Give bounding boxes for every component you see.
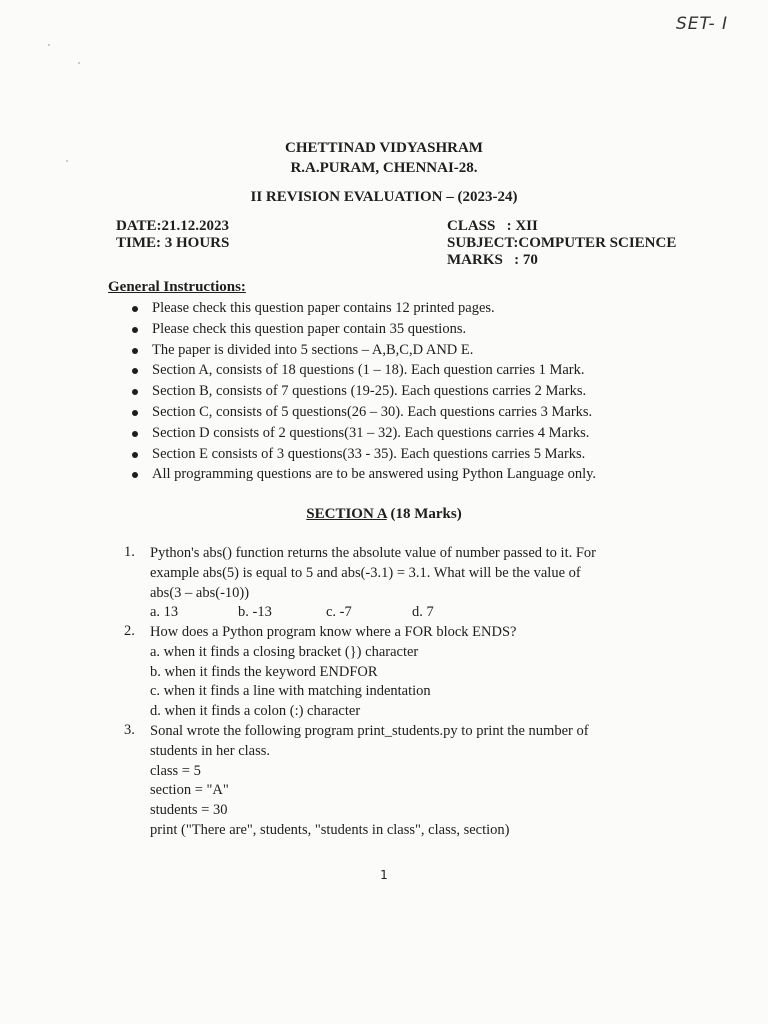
code-line: students = 30 <box>150 802 228 819</box>
option-a: a. 13 <box>150 604 179 621</box>
code-line: print ("There are", students, "students in class", class, section) <box>150 821 510 838</box>
question-number: 3. <box>124 722 135 738</box>
option-line: a. when it finds a closing bracket (}) character <box>150 643 419 660</box>
instruction-item: The paper is divided into 5 sections – A,B,C,D AND E. <box>130 340 596 361</box>
instruction-item: Please check this question paper contain 35 questions. <box>130 319 596 340</box>
section-heading <box>0 506 768 523</box>
option-c: c. -7 <box>326 604 352 621</box>
instruction-item: Section D consists of 2 questions(31 – 32). Each questions carries 4 Marks. <box>130 423 596 444</box>
question-1 <box>124 544 654 623</box>
instructions-list <box>130 298 596 485</box>
exam-marks: MARKS : 70 <box>447 252 538 268</box>
question-text-line: abs(3 – abs(-10)) <box>150 584 250 601</box>
question-text-line: example abs(5) is equal to 5 and abs(-3.1) = 3.1. What will be the value of <box>150 564 581 581</box>
option-line: b. when it finds the keyword ENDFOR <box>150 663 378 680</box>
section-title: SECTION A <box>306 506 387 522</box>
code-line: section = "A" <box>150 782 229 799</box>
exam-date: DATE:21.12.2023 <box>116 218 230 234</box>
question-number: 1. <box>124 544 135 560</box>
question-3 <box>124 722 654 841</box>
school-name: CHETTINAD VIDYASHRAM <box>285 140 483 156</box>
section-marks: (18 Marks) <box>386 506 462 522</box>
question-2 <box>124 623 654 722</box>
option-b: b. -13 <box>238 604 272 621</box>
page-number: 1 <box>380 868 388 882</box>
code-line: class = 5 <box>150 762 201 779</box>
instruction-item: Section A, consists of 18 questions (1 – 18). Each question carries 1 Mark. <box>130 360 596 381</box>
question-text-line: How does a Python program know where a FOR block ENDS? <box>150 624 517 640</box>
instruction-item: Please check this question paper contains 12 printed pages. <box>130 298 596 319</box>
instruction-item: All programming questions are to be answered using Python Language only. <box>130 464 596 485</box>
question-number: 2. <box>124 623 135 639</box>
question-text-line: Python's abs() function returns the absolute value of number passed to it. For <box>150 545 596 561</box>
scan-speck <box>48 44 50 46</box>
option-d: d. 7 <box>412 604 434 621</box>
instruction-item: Section C, consists of 5 questions(26 – 30). Each questions carries 3 Marks. <box>130 402 596 423</box>
set-tag: SET- I <box>675 14 728 34</box>
option-line: d. when it finds a colon (:) character <box>150 703 361 720</box>
question-text-line: Sonal wrote the following program print_students.py to print the number of <box>150 723 589 739</box>
school-address: R.A.PURAM, CHENNAI-28. <box>290 160 478 176</box>
options-row <box>150 603 654 623</box>
exam-class: CLASS : XII <box>447 218 538 234</box>
instruction-item: Section B, consists of 7 questions (19-25). Each questions carries 2 Marks. <box>130 381 596 402</box>
exam-title: II REVISION EVALUATION – (2023-24) <box>250 189 518 205</box>
exam-subject: SUBJECT:COMPUTER SCIENCE <box>447 235 677 251</box>
instruction-item: Section E consists of 3 questions(33 - 35). Each questions carries 5 Marks. <box>130 444 596 465</box>
instructions-title: General Instructions: <box>108 279 246 295</box>
exam-time: TIME: 3 HOURS <box>116 235 230 251</box>
option-line: c. when it finds a line with matching indentation <box>150 683 431 700</box>
question-text-line: students in her class. <box>150 742 271 759</box>
scan-speck <box>78 62 80 64</box>
